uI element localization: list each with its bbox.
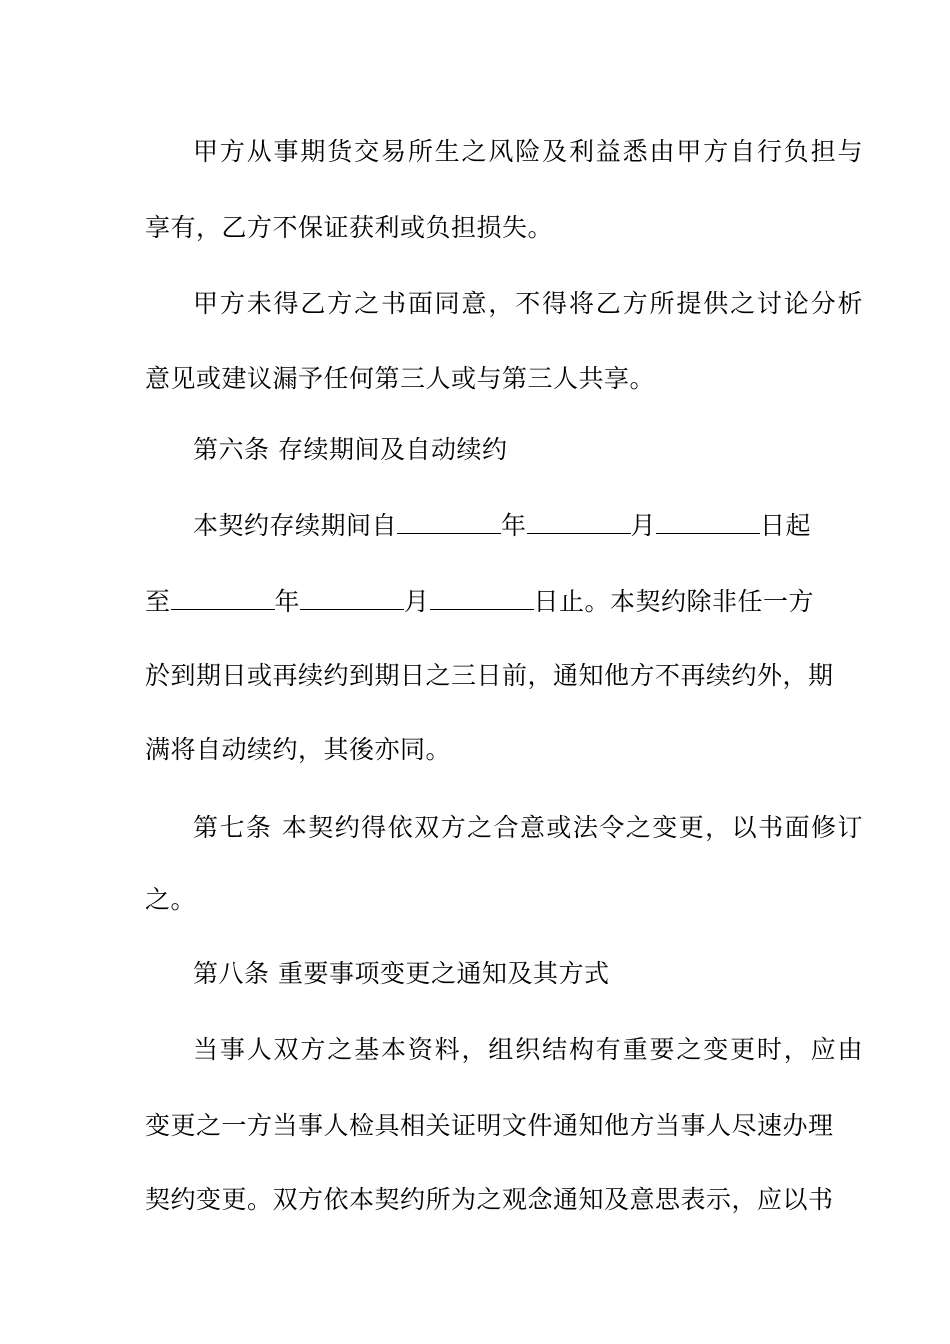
article-6-text: 至 <box>145 587 171 616</box>
article-6-line-2 <box>145 582 815 622</box>
article-6-heading: 第六条 存续期间及自动续约 <box>193 435 508 464</box>
year-label: 年 <box>501 511 527 540</box>
paragraph-confidentiality-line-1: 甲方未得乙方之书面同意，不得将乙方所提供之讨论分析 <box>193 289 863 318</box>
year-label: 年 <box>274 587 301 616</box>
article-6-line-4: 满将自动续约，其後亦同。 <box>145 735 452 764</box>
end-day-blank <box>430 589 534 610</box>
article-6-text: 本契约存续期间自 <box>193 511 398 540</box>
article-7-line-2: 之。 <box>145 885 197 914</box>
day-label: 日起 <box>760 511 812 540</box>
article-6-line-1 <box>145 506 863 546</box>
month-label: 月 <box>630 511 657 540</box>
end-year-blank <box>171 589 275 610</box>
start-day-blank <box>656 513 760 534</box>
article-6-line-3: 於到期日或再续约到期日之三日前，通知他方不再续约外，期 <box>145 661 834 690</box>
month-label: 月 <box>404 587 430 616</box>
paragraph-risk-line-1: 甲方从事期货交易所生之风险及利益悉由甲方自行负担与 <box>193 137 863 166</box>
article-8-line-1: 当事人双方之基本资料，组织结构有重要之变更时，应由 <box>193 1035 863 1064</box>
start-year-blank <box>397 513 501 534</box>
article-8-heading: 第八条 重要事项变更之通知及其方式 <box>193 959 610 988</box>
article-8-line-3: 契约变更。双方依本契约所为之观念通知及意思表示，应以书 <box>145 1185 834 1214</box>
article-8-line-2: 变更之一方当事人检具相关证明文件通知他方当事人尽速办理 <box>145 1111 834 1140</box>
paragraph-risk-line-2: 享有，乙方不保证获利或负担损失。 <box>145 213 554 242</box>
start-month-blank <box>527 513 631 534</box>
article-6-text: 日止。本契约除非任一方 <box>533 587 815 616</box>
article-7-line-1: 第七条 本契约得依双方之合意或法令之变更，以书面修订 <box>193 813 863 842</box>
end-month-blank <box>300 589 404 610</box>
paragraph-confidentiality-line-2: 意见或建议漏予任何第三人或与第三人共享。 <box>145 364 656 393</box>
